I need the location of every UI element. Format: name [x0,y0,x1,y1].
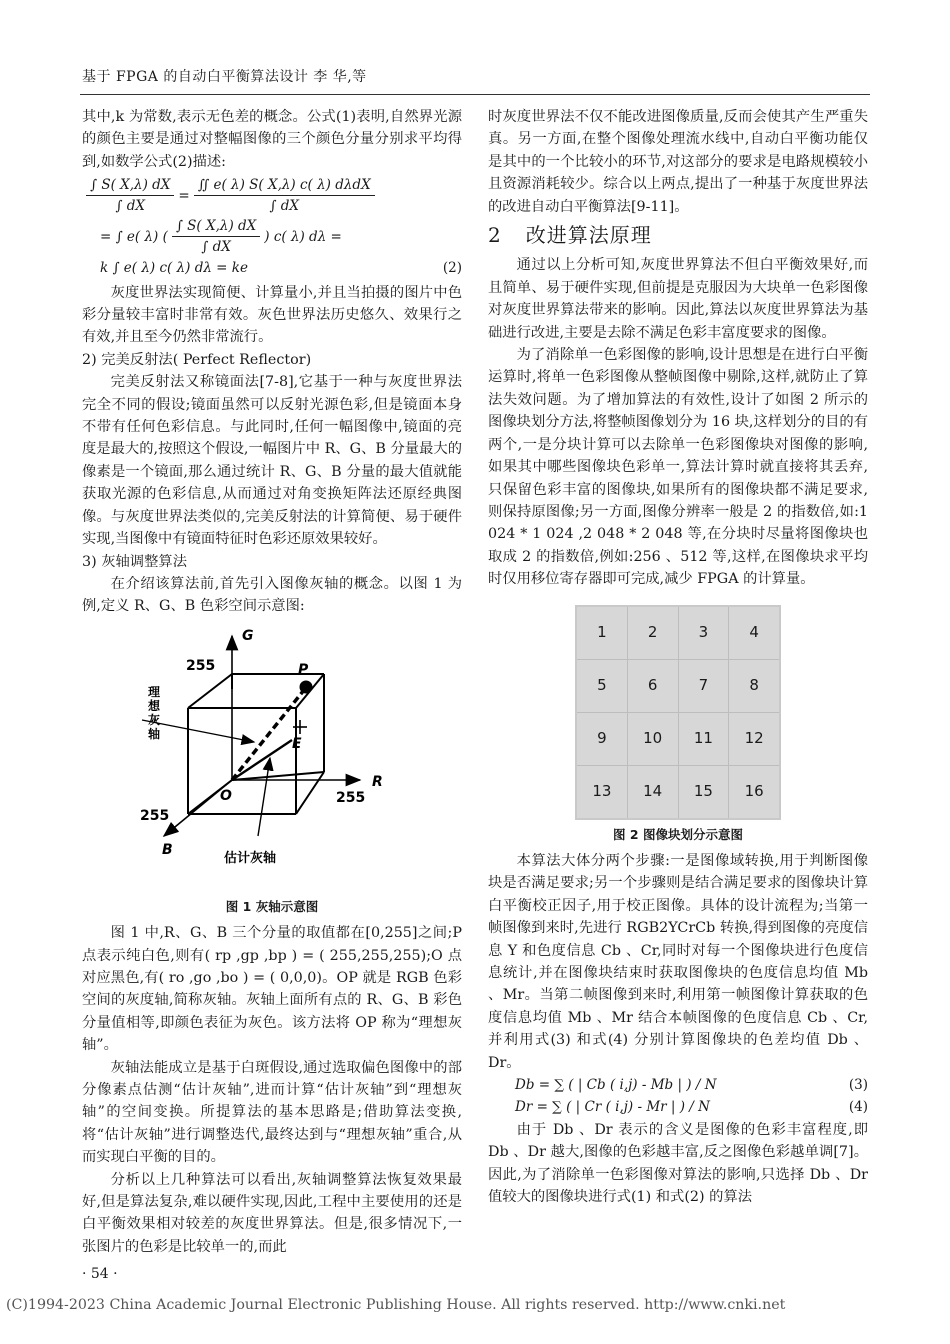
grid-cell: 12 [729,712,780,765]
eq3-body: Db = ∑ ( | Cb ( i,j) - Mb | ) / N [515,1077,717,1093]
eq2-line2-a: = ∫ e( λ) ( [100,228,168,245]
grid-cell: 15 [678,765,729,819]
paragraph: 本算法大体分两个步骤:一是图像域转换,用于判断图像块是否满足要求;另一个步骤则是结合满足要求的图像块计算白平衡校正因子,用于校正图像。具体的设计流程为;当第一帧图像到来时,先进行 RGB2YCrCb 转换,得到图像的亮度信息 Y 和色度信息 Cb 、Cr,同时对每一个图像块进行色度信息统计,并在图像块结束时获取图像块的色度信息均值 Mb 、Mr。当第二帧图像到来时,利用第一帧图像计算获取的色度信息均值 Mb 、Mr 结合本帧图像的色度信息 Cb 、Cr,并利用式(3) 和式(4) 分别计算图像块的色差均值 Db 、Dr。 [488,852,868,1071]
section-number: 2 [488,223,502,248]
label-b: B [162,841,173,858]
section-heading [488,224,868,246]
equation-3 [515,1074,868,1096]
eq2-frac-rhs [194,175,375,216]
eq2-rhs-num: ∬ e( λ) S( X,λ) c( λ) dλdX [194,175,375,196]
paragraph: 时灰度世界法不仅不能改进图像质量,反而会使其产生严重失真。另一方面,在整个图像处理流水线中,自动白平衡功能仅是其中的一个比较小的环节,对这部分的要求是电路规模较小且资源消耗较少。综合以上两点,提出了一种基于灰度世界法的改进自动白平衡算法[9-11]。 [488,109,868,215]
grid-cell: 14 [627,765,678,819]
grid-cell: 2 [627,606,678,660]
figure-2-caption: 图 2 图像块划分示意图 [613,826,743,842]
equation-2: $\frac{\int S( X,\lambda) dX}{\int dX}$ = $\frac{\text{∬ e( λ) S( X,λ) c( λ) dλdX}}{\int dX}$ = ∫ e( λ) ( $\frac{\int S( X,\lambda) dX}{\int dX}$ ) c( λ) dλ = k ∫ e( λ) c( λ) dλ = ke (2) [82,175,462,279]
grid-cell: 4 [729,606,780,660]
tick-255-b: 255 [140,807,170,824]
ideal-axis-label-1: 理 [148,684,161,699]
grid-cell: 3 [678,606,729,660]
image-block-grid [575,605,781,820]
paragraph: 为了消除单一色彩图像的影响,设计思想是在进行白平衡运算时,将单一色彩图像从整帧图像中剔除,这样,就防止了算法失效问题。为了增加算法的有效性,设计了如图 2 所示的图像块划分方法,将整帧图像划分为 16 块,这样划分的目的有两个,一是分块计算可以去除单一色彩图像块对图像的影响,如果其中哪些图像块色彩单一,算法计算时就直接将其丢弃,只保留色彩丰富的图像块,如果所有的图像块都不满足要求,则保持原图像;另一方面,图像分辨率一般是 2 的指数倍,如:1 024 * 1 024 ,2 048 * 2 048 等,在分块时尽量将图像块也取成 2 的指数倍,例如:256 、512 等,这样,在图像块求平均时仅用移位寄存器即可完成,减少 FPGA 的计算量。 [488,347,868,588]
grid-cell: 1 [576,606,627,660]
estimated-axis-pointer [258,758,270,836]
grid-cell: 5 [576,659,627,712]
eq2-lhs-den: ∫ dX [115,198,145,215]
eq2-line2-b: ) c( λ) dλ = [264,228,342,245]
ideal-axis-label-3: 灰 [148,712,161,727]
subheading: 2) 完美反射法( Perfect Reflector) [82,351,312,368]
tick-255-r: 255 [336,789,366,806]
paragraph: 完美反射法又称镜面法[7-8],它基于一种与灰度世界法完全不同的假设;镜面虽然可以反射光源色彩,但是镜面本身不带有任何色彩信息。与此同时,任何一幅图像中,镜面的亮度是最大的,按照这个假设,一幅图片中 R、G、B 分量最大的像素是一个镜面,那么通过统计 R、G、B 分量的最大值就能获取光源的色彩信息,从而通过对角变换矩阵法还原经典图像。与灰度世界法类似的,完美反射法的计算简便、易于硬件实现,当图像中有镜面特征时色彩还原效果较好。 [82,374,462,548]
rgb-cube [188,674,324,814]
point-p [300,680,313,693]
paragraph: 图 1 中,R、G、B 三个分量的取值都在[0,255]之间;P 点表示纯白色,则有( rp ,gp ,bp ) = ( 255,255,255);O 点对应黑色,有( ro ,go ,bo ) = ( 0,0,0)。OP 就是 RGB 色彩空间的灰度轴,简称灰轴。灰轴上面所有点的 R、G、B 彩色分量值相等,即颜色表征为灰色。该方法将 OP 称为“理想灰轴”。 [82,925,462,1054]
grid-cell: 16 [729,765,780,819]
eq2-frac-mid [172,216,260,257]
eq2-line3: k ∫ e( λ) c( λ) dλ = ke [100,260,248,277]
ideal-axis-label-2: 想 [148,698,161,713]
grid-cell: 13 [576,765,627,819]
estimated-axis-label: 估计灰轴 [224,850,277,866]
label-g: G [242,627,254,644]
grid-cell: 7 [678,659,729,712]
grid-cell: 6 [627,659,678,712]
running-header: 基于 FPGA 的自动白平衡算法设计 李 华,等 [82,69,367,85]
paragraph: 通过以上分析可知,灰度世界算法不但白平衡效果好,而且简单、易于硬件实现,但前提是克服因为大块单一色彩图像对灰度世界算法带来的影响。因此,算法以灰度世界算法为基础进行改进,主要是去除不满足色彩丰富度要求的图像。 [488,257,868,341]
figure-1 [82,624,462,894]
grid-cell: 11 [678,712,729,765]
right-column [488,106,868,1208]
copyright-notice: (C)1994-2023 China Academic Journal Electronic Publishing House. All rights reserved. http://www.cnki.net [6,1297,786,1313]
subheading: 3) 灰轴调整算法 [82,553,187,570]
paragraph: 灰度世界法实现简便、计算量小,并且当拍摄的图片中色彩分量较丰富时非常有效。灰色世界法历史悠久、效果行之有效,并且至今仍然非常流行。 [82,284,462,346]
paragraph: 其中,k 为常数,表示无色差的概念。公式(1)表明,自然界光源的颜色主要是通过对整幅图像的三个颜色分量分别求平均得到,如数学公式(2)描述: [82,109,462,170]
eq2-mid-num: ∫ S( X,λ) dX [172,216,260,237]
figure-1-caption: 图 1 灰轴示意图 [225,898,319,914]
label-o: O [220,787,232,804]
grid-cell: 8 [729,659,780,712]
paragraph: 由于 Db 、Dr 表示的含义是图像的色彩丰富程度,即 Db 、Dr 越大,图像的色彩越丰富,反之图像色彩越单调[7]。因此,为了消除单一色彩图像对算法的影响,只选择 Db 、Dr 值较大的图像块进行式(1) 和式(2) 的算法 [488,1121,868,1206]
eq2-mid-den: ∫ dX [201,239,231,256]
grid-cell: 10 [627,712,678,765]
section-title: 改进算法原理 [525,223,652,248]
header-rule [80,94,870,95]
label-e: E [292,735,302,752]
page-number: · 54 · [82,1266,118,1282]
ideal-axis-label-4: 轴 [148,726,161,741]
tick-255-g: 255 [186,657,216,674]
equation-number: (3) [848,1077,868,1093]
estimated-gray-axis-line [232,740,292,780]
eq4-body: Dr = ∑ ( | Cr ( i,j) - Mr | ) / N [515,1099,710,1116]
eq2-rhs-den: ∫ dX [269,198,299,215]
eq2-lhs-num: ∫ S( X,λ) dX [86,175,174,196]
paragraph: 灰轴法能成立是基于白斑假设,通过选取偏色图像中的部分像素点估测“估计灰轴”,进而计算“估计灰轴”到“理想灰轴”的空间变换。所提算法的基本思路是;借助算法变换,将“估计灰轴”进行调整迭代,最终达到与“理想灰轴”重合,从而实现白平衡的目的。 [82,1059,462,1166]
paragraph: 分析以上几种算法可以看出,灰轴调整算法恢复效果最好,但是算法复杂,难以硬件实现,因此,工程中主要使用的还是白平衡效果相对较差的灰度世界算法。但是,很多情况下,一张图片的色彩是比较单一的,而此 [82,1171,462,1255]
grid-cell: 9 [576,712,627,765]
left-column [82,106,462,1258]
label-r: R [372,773,383,790]
equation-number: (4) [848,1099,868,1116]
eq2-frac-lhs [86,175,174,216]
paragraph: 在介绍该算法前,首先引入图像灰轴的概念。以图 1 为例,定义 R、G、B 色彩空间示意图: [82,575,462,615]
equation-4 [515,1096,868,1118]
label-p: P [298,661,309,678]
equation-number: (2) [442,260,462,277]
gray-axis-diagram [82,624,462,892]
